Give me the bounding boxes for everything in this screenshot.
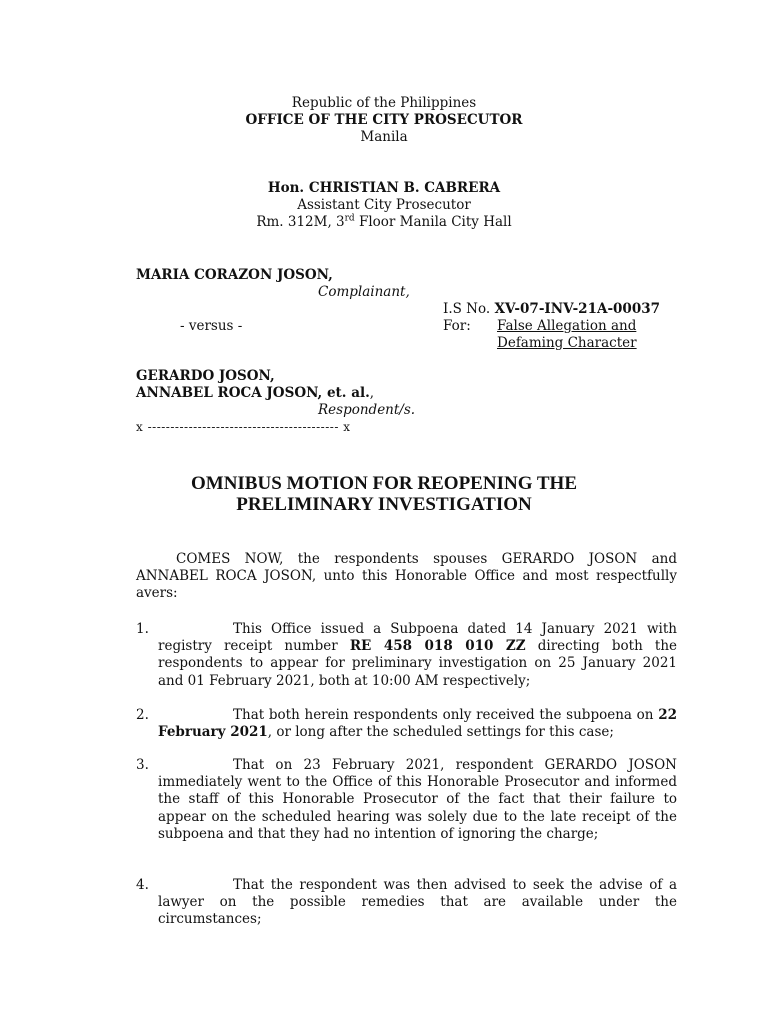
item-text: That both herein respondents only received the subpoena on 22 February 2021, or long after the scheduled settings for this case; xyxy=(158,707,677,741)
complainant-role: Complainant, xyxy=(318,284,410,300)
addressee-position: Assistant City Prosecutor xyxy=(297,197,471,213)
item-number: 1. xyxy=(136,621,149,637)
header-city: Manila xyxy=(360,129,408,145)
case-number: I.S No. XV-07-INV-21A-00037 xyxy=(443,301,661,317)
header-country: Republic of the Philippines xyxy=(291,95,477,111)
item-number: 3. xyxy=(136,757,149,773)
complainant-name: MARIA CORAZON JOSON, xyxy=(136,267,333,283)
motion-title-line-1: OMNIBUS MOTION FOR REOPENING THE xyxy=(190,473,578,494)
offense-line-2: Defaming Character xyxy=(497,335,637,351)
header-office: OFFICE OF THE CITY PROSECUTOR xyxy=(245,112,523,128)
item-text: This Office issued a Subpoena dated 14 January 2021 with registry receipt number RE 458 018 010 ZZ directing both the respondents to appear for preliminary investigation on 25 January 2021 and 01 February 2021, both at 10:00 AM respectively; xyxy=(158,621,677,689)
addressee-name: Hon. CHRISTIAN B. CABRERA xyxy=(267,180,501,196)
offense-line-1: False Allegation and xyxy=(497,318,637,334)
intro-paragraph: COMES NOW, the respondents spouses GERARDO JOSON and ANNABEL ROCA JOSON, unto this Honorable Office and most respectfully avers: xyxy=(136,551,677,602)
addressee-room: Rm. 312M, 3rd Floor Manila City Hall xyxy=(256,213,512,230)
item-number: 2. xyxy=(136,707,149,723)
item-text: That the respondent was then advised to seek the advise of a lawyer on the possible remedies that are available under the circumstances; xyxy=(158,877,677,928)
respondent-role: Respondent/s. xyxy=(318,402,416,418)
versus-label: - versus - xyxy=(180,318,243,334)
caption-divider: x ------------------------------------------ x xyxy=(136,420,351,434)
item-number: 4. xyxy=(136,877,149,893)
item-text: That on 23 February 2021, respondent GERARDO JOSON immediately went to the Office of this Honorable Prosecutor and informed the staff of this Honorable Prosecutor of the fact that their failure to appear on the scheduled hearing was solely due to the late receipt of the subpoena and that they had no intention of ignoring the charge; xyxy=(158,757,677,842)
respondent-2: ANNABEL ROCA JOSON, et. al., xyxy=(136,385,375,401)
respondent-1: GERARDO JOSON, xyxy=(136,368,275,384)
for-label: For: xyxy=(443,318,471,334)
motion-title-line-2: PRELIMINARY INVESTIGATION xyxy=(236,494,532,515)
